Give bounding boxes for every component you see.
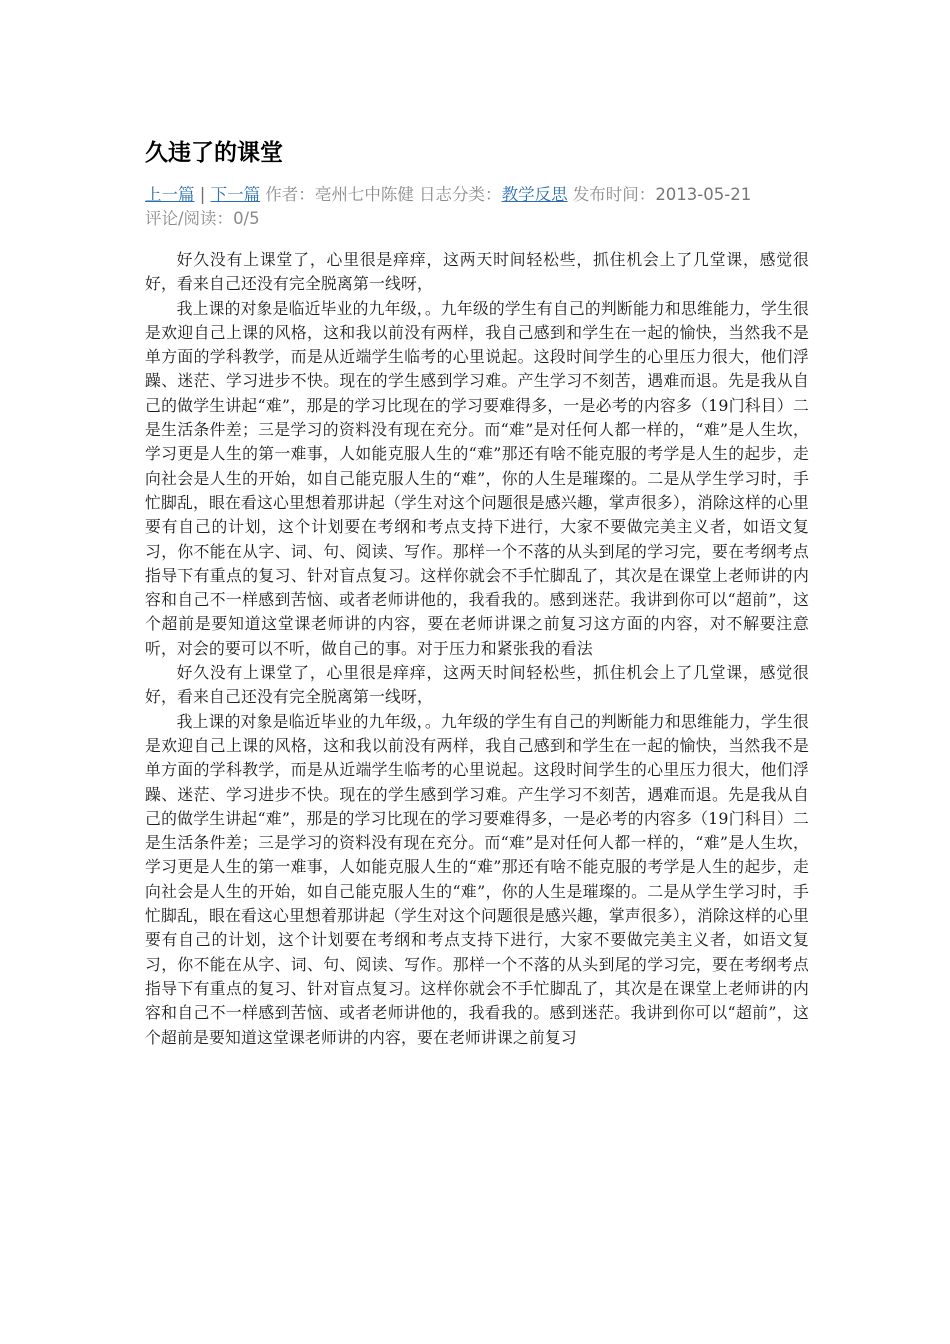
category-link[interactable]: 教学反思: [501, 185, 568, 204]
article-body: [145, 248, 809, 1050]
category-prefix: 日志分类：: [413, 185, 502, 204]
nav-separator: |: [194, 185, 211, 204]
article-title: 久违了的课堂: [145, 140, 283, 166]
author-name: 亳州七中陈健: [314, 185, 414, 204]
stats-prefix: 评论/阅读：: [145, 209, 234, 228]
prev-post-link[interactable]: 上一篇: [145, 185, 195, 204]
next-post-link[interactable]: 下一篇: [210, 185, 261, 204]
body-paragraph: 我上课的对象是临近毕业的九年级，。九年级的学生有自己的判断能力和思维能力，学生很是欢迎自己上课的风格，这和我以前没有两样，我自己感到和学生在一起的愉快，当然我不是单方面的学科教学，而是从近端学生临考的心里说起。这段时间学生的心里压力很大，他们浮躁、迷茫、学习进步不快。现在的学生感到学习难。产生学习不刻苦，遇难而退。先是我从自己的做学生讲起“难”，那是的学习比现在的学习要难得多，一是必考的内容多（19门科目）二是生活条件差；三是学习的资料没有现在充分。而“难”是对任何人都一样的，“难”是人生坎，学习更是人生的第一难事，人如能克服人生的“难”那还有啥不能克服的考学是人生的起步，走向社会是人生的开始，如自己能克服人生的“难”，你的人生是璀璨的。二是从学生学习时，手忙脚乱，眼在看这心里想着那讲起（学生对这个问题很是感兴趣，掌声很多），消除这样的心里要有自己的计划，这个计划要在考纲和考点支持下进行，大家不要做完美主义者，如语文复习，你不能在从字、词、句、阅读、写作。那样一个不落的从头到尾的学习完，要在考纲考点指导下有重点的复习、针对盲点复习。这样你就会不手忙脚乱了，其次是在课堂上老师讲的内容和自己不一样感到苦恼、或者老师讲他的，我看我的。感到迷茫。我讲到你可以“超前”，这个超前是要知道这堂课老师讲的内容，要在老师讲课之前复习: [145, 711, 809, 1047]
comment-read-stats: 0/5: [233, 209, 260, 228]
date-prefix: 发布时间：: [567, 185, 656, 204]
author-prefix: 作者：: [260, 185, 315, 204]
body-paragraph: 我上课的对象是临近毕业的九年级，。九年级的学生有自己的判断能力和思维能力，学生很是欢迎自己上课的风格，这和我以前没有两样，我自己感到和学生在一起的愉快，当然我不是单方面的学科教学，而是从近端学生临考的心里说起。这段时间学生的心里压力很大，他们浮躁、迷茫、学习进步不快。现在的学生感到学习难。产生学习不刻苦，遇难而退。先是我从自己的做学生讲起“难”，那是的学习比现在的学习要难得多，一是必考的内容多（19门科目）二是生活条件差；三是学习的资料没有现在充分。而“难”是对任何人都一样的，“难”是人生坎，学习更是人生的第一难事，人如能克服人生的“难”那还有啥不能克服的考学是人生的起步，走向社会是人生的开始，如自己能克服人生的“难”，你的人生是璀璨的。二是从学生学习时，手忙脚乱，眼在看这心里想着那讲起（学生对这个问题很是感兴趣，掌声很多），消除这样的心里要有自己的计划，这个计划要在考纲和考点支持下进行，大家不要做完美主义者，如语文复习，你不能在从字、词、句、阅读、写作。那样一个不落的从头到尾的学习完，要在考纲考点指导下有重点的复习、针对盲点复习。这样你就会不手忙脚乱了，其次是在课堂上老师讲的内容和自己不一样感到苦恼、或者老师讲他的，我看我的。感到迷茫。我讲到你可以“超前”，这个超前是要知道这堂课老师讲的内容，要在老师讲课之前复习这方面的内容，对不解要注意听，对会的要可以不听，做自己的事。对于压力和紧张我的看法: [145, 298, 809, 658]
body-paragraph: 好久没有上课堂了，心里很是痒痒，这两天时间轻松些，抓住机会上了几堂课，感觉很好，看来自己还没有完全脱离第一线呀，: [145, 663, 809, 707]
body-paragraph: 好久没有上课堂了，心里很是痒痒，这两天时间轻松些，抓住机会上了几堂课，感觉很好，看来自己还没有完全脱离第一线呀，: [145, 250, 809, 294]
publish-date: 2013-05-21: [655, 185, 752, 204]
article-meta: [145, 183, 815, 231]
